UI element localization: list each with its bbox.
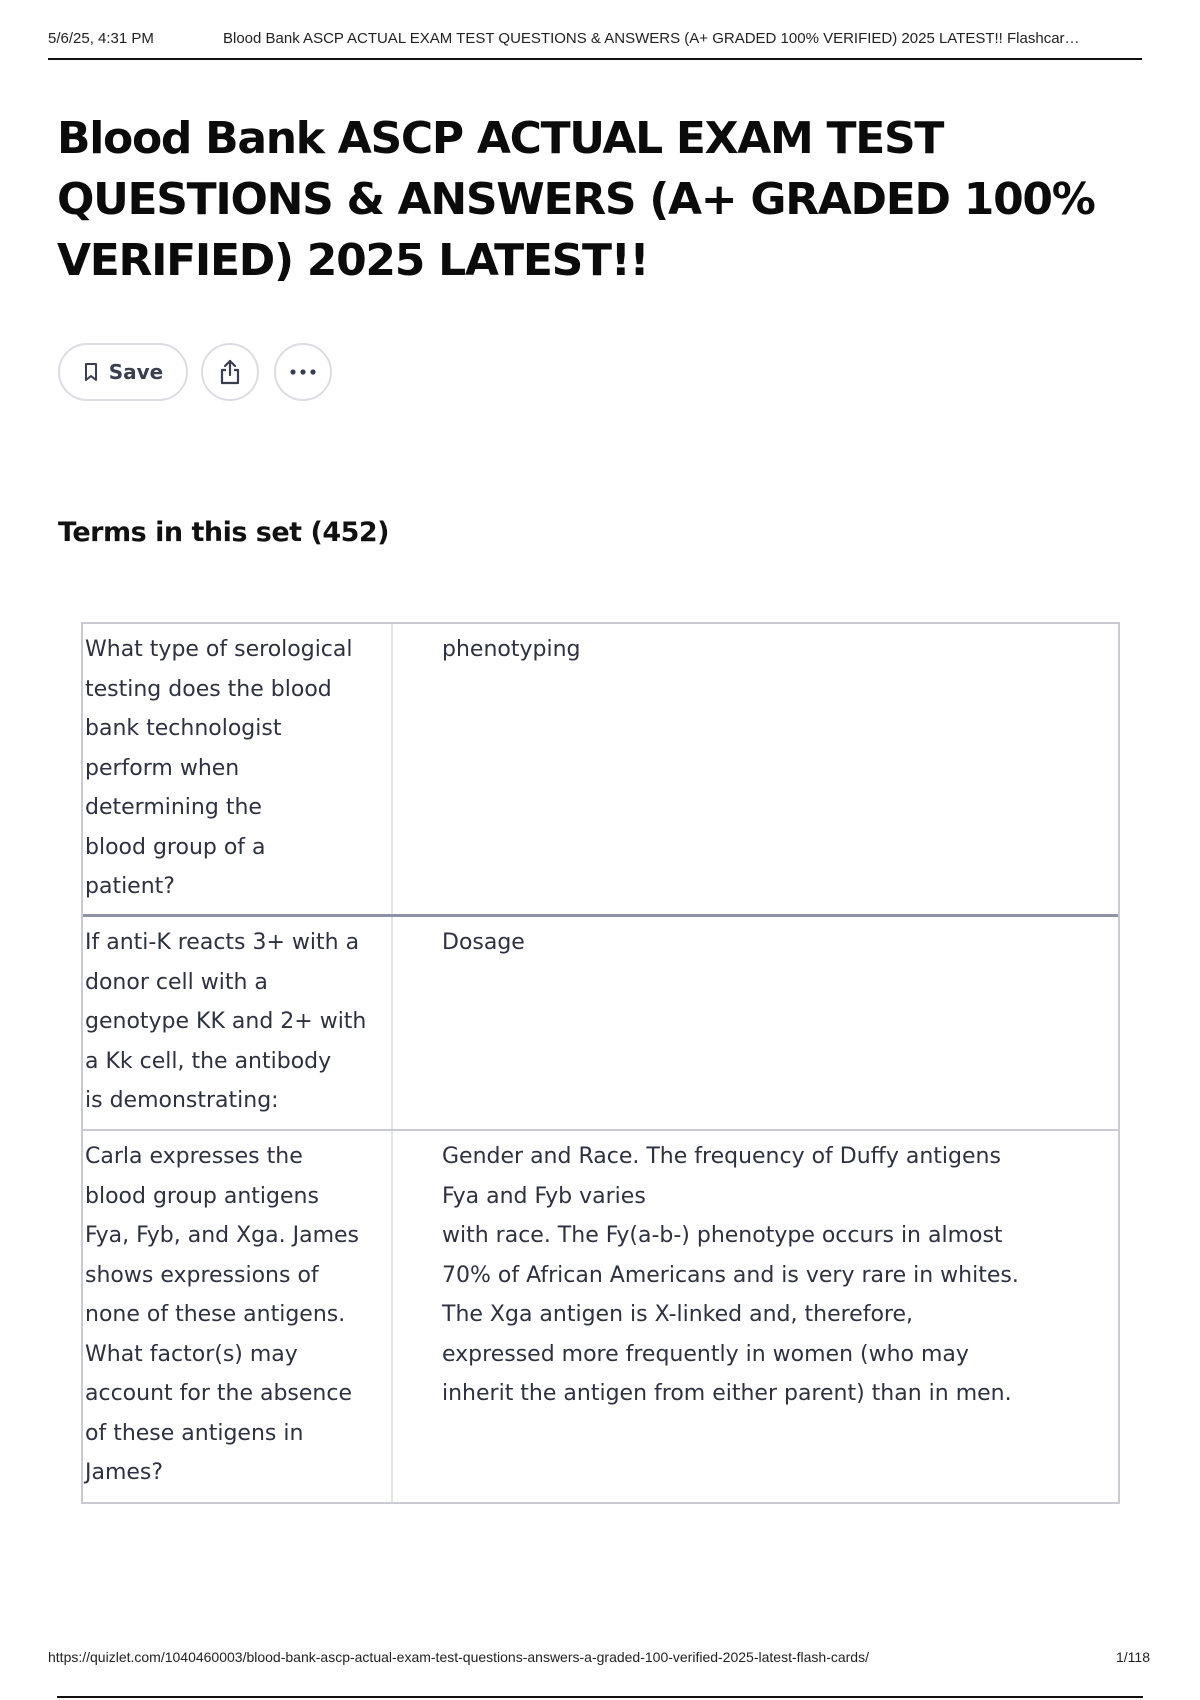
share-button[interactable]: [201, 343, 259, 401]
save-button-label: Save: [108, 360, 164, 384]
bookmark-icon: [83, 362, 99, 382]
print-header: [48, 30, 1142, 60]
print-doc-title: Blood Bank ASCP ACTUAL EXAM TEST QUESTIONS & ANSWERS (A+ GRADED 100% VERIFIED) 2025 LATEST!! Flashcar…: [223, 30, 1080, 47]
term-text: What type of serological testing does the blood bank technologist perform when determining the blood group of a patient?: [83, 624, 393, 914]
term-row: [83, 1131, 1118, 1502]
share-icon: [217, 358, 243, 386]
more-icon: [289, 368, 317, 376]
footer-rule: [57, 1696, 1143, 1698]
term-row: [83, 624, 1118, 917]
terms-heading: Terms in this set (452): [58, 517, 390, 548]
term-row: [83, 917, 1118, 1131]
term-text: Carla expresses the blood group antigens Fya, Fyb, and Xga. James shows expressions of none of these antigens. What factor(s) may account for the absence of these antigens in James?: [83, 1131, 393, 1502]
definition-text: Dosage: [442, 930, 525, 955]
print-date: 5/6/25, 4:31 PM: [48, 30, 154, 47]
page-number: 1/118: [1116, 1649, 1150, 1665]
save-button[interactable]: [58, 343, 188, 401]
more-button[interactable]: [274, 343, 332, 401]
print-url: https://quizlet.com/1040460003/blood-bank-ascp-actual-exam-test-questions-answers-a-graded-100-verified-2025-latest-flash-cards/: [48, 1649, 869, 1665]
term-text: If anti-K reacts 3+ with a donor cell with a genotype KK and 2+ with a Kk cell, the antibody is demonstrating:: [83, 917, 393, 1129]
page-title: Blood Bank ASCP ACTUAL EXAM TEST QUESTIONS & ANSWERS (A+ GRADED 100% VERIFIED) 2025 LATEST!!: [57, 113, 1095, 286]
definition-text: phenotyping: [442, 637, 581, 662]
terms-table: [81, 622, 1120, 1504]
definition-text: Gender and Race. The frequency of Duffy antigens Fya and Fyb varies with race. The Fy(a-b-) phenotype occurs in almost 70% of African Americans and is very rare in whites. The Xga antigen is X-linked and, therefore, expressed more frequently in women (who may inherit the antigen from either parent) than in men.: [442, 1144, 1019, 1406]
